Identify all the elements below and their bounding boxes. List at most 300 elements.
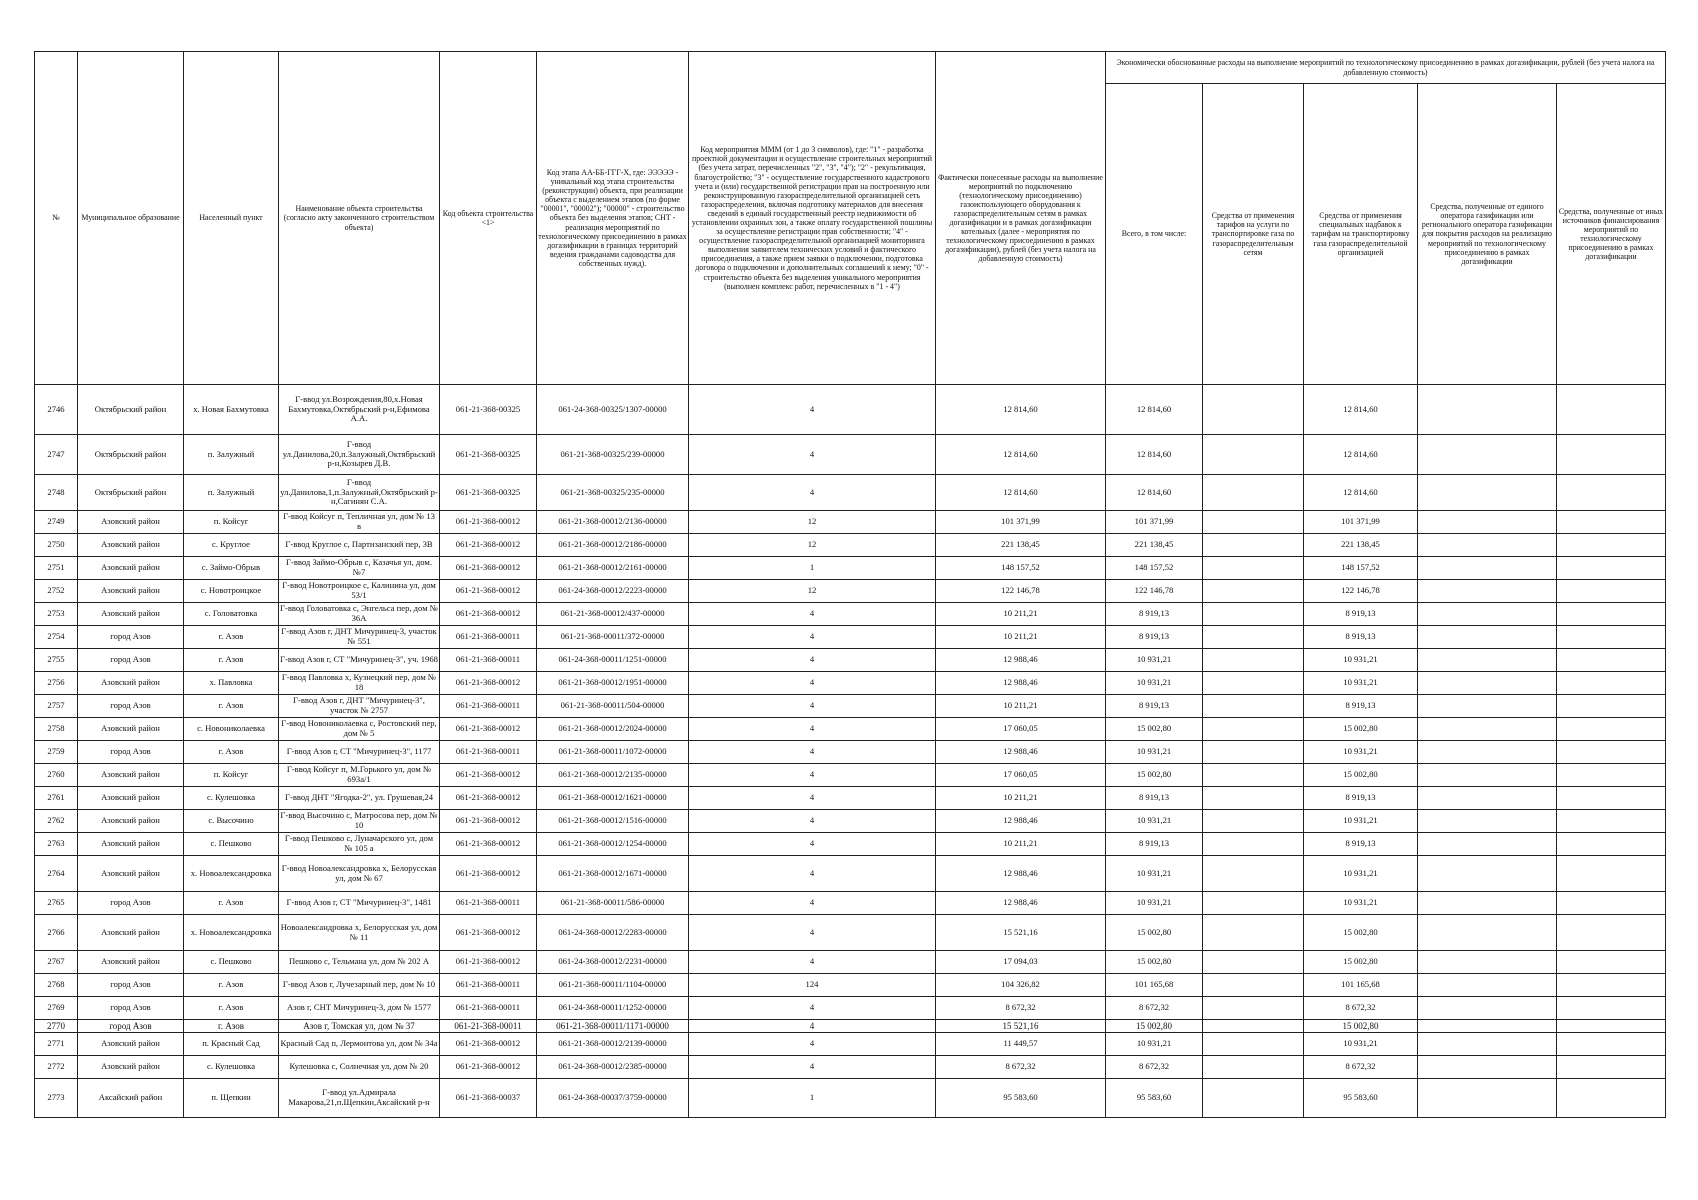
cell-single-operator <box>1418 1079 1557 1118</box>
cell-stage-code: 061-21-368-00012/437-00000 <box>537 603 689 626</box>
cell-object-name: Г-ввод Азов г, СТ "Мичуринец-3", 1481 <box>279 892 440 915</box>
cell-special-markups: 15 002,80 <box>1304 764 1418 787</box>
cell-stage-code: 061-21-368-00012/1254-00000 <box>537 833 689 856</box>
cell-special-markups: 8 919,13 <box>1304 787 1418 810</box>
col-header-tariff-transport: Средства от применения тарифов на услуги по транспортировке газа по газораспределительным сетям <box>1203 84 1304 385</box>
cell-single-operator <box>1418 833 1557 856</box>
cell-special-markups: 221 138,45 <box>1304 534 1418 557</box>
cell-municipality: Азовский район <box>78 1033 184 1056</box>
table-row <box>35 1033 1666 1056</box>
cell-single-operator <box>1418 892 1557 915</box>
cell-municipality: город Азов <box>78 649 184 672</box>
cell-special-markups: 12 814,60 <box>1304 385 1418 435</box>
cell-stage-code: 061-21-368-00012/2136-00000 <box>537 511 689 534</box>
cell-event-code: 4 <box>689 672 936 695</box>
cell-tariff-transport <box>1203 385 1304 435</box>
cell-total: 101 165,68 <box>1106 974 1203 997</box>
cell-municipality: Октябрьский район <box>78 475 184 511</box>
cell-object-code: 061-21-368-00011 <box>440 626 537 649</box>
cell-num: 2763 <box>35 833 78 856</box>
cell-total: 8 672,32 <box>1106 1056 1203 1079</box>
cell-other-sources <box>1557 915 1666 951</box>
cell-other-sources <box>1557 833 1666 856</box>
cell-total: 8 672,32 <box>1106 997 1203 1020</box>
cell-municipality: город Азов <box>78 974 184 997</box>
cell-object-name: Г-ввод ул.Данилова,1,п.Залужный,Октябрьский р-н,Сагинян С.А. <box>279 475 440 511</box>
cell-event-code: 12 <box>689 580 936 603</box>
cell-tariff-transport <box>1203 435 1304 475</box>
cell-stage-code: 061-21-368-00011/1072-00000 <box>537 741 689 764</box>
cell-object-code: 061-21-368-00011 <box>440 892 537 915</box>
cell-special-markups: 101 371,99 <box>1304 511 1418 534</box>
cell-stage-code: 061-21-368-00011/504-00000 <box>537 695 689 718</box>
cell-stage-code: 061-21-368-00012/2135-00000 <box>537 764 689 787</box>
table-row <box>35 810 1666 833</box>
cell-municipality: Азовский район <box>78 915 184 951</box>
cell-municipality: город Азов <box>78 695 184 718</box>
cell-other-sources <box>1557 974 1666 997</box>
cell-special-markups: 8 919,13 <box>1304 833 1418 856</box>
cell-event-code: 4 <box>689 741 936 764</box>
cell-actual-costs: 17 060,05 <box>936 718 1106 741</box>
cell-settlement: г. Азов <box>184 997 279 1020</box>
cell-municipality: город Азов <box>78 997 184 1020</box>
cell-num: 2770 <box>35 1020 78 1033</box>
cell-tariff-transport <box>1203 534 1304 557</box>
cell-single-operator <box>1418 764 1557 787</box>
cell-special-markups: 10 931,21 <box>1304 1033 1418 1056</box>
cell-single-operator <box>1418 626 1557 649</box>
table-row <box>35 974 1666 997</box>
cell-special-markups: 10 931,21 <box>1304 856 1418 892</box>
table-row <box>35 603 1666 626</box>
cell-event-code: 4 <box>689 787 936 810</box>
cell-settlement: с. Головатовка <box>184 603 279 626</box>
cell-object-code: 061-21-368-00011 <box>440 1020 537 1033</box>
cell-num: 2765 <box>35 892 78 915</box>
cell-total: 8 919,13 <box>1106 787 1203 810</box>
cell-special-markups: 15 002,80 <box>1304 915 1418 951</box>
cell-event-code: 4 <box>689 603 936 626</box>
cell-single-operator <box>1418 580 1557 603</box>
table-row <box>35 1020 1666 1033</box>
cell-object-name: Г-ввод Павловка х, Кузнецкий пер, дом № 18 <box>279 672 440 695</box>
cell-stage-code: 061-21-368-00012/2186-00000 <box>537 534 689 557</box>
cell-stage-code: 061-21-368-00011/372-00000 <box>537 626 689 649</box>
cell-object-code: 061-21-368-00011 <box>440 997 537 1020</box>
cell-object-name: Новоалександровка х, Белорусская ул, дом № 11 <box>279 915 440 951</box>
cell-special-markups: 8 672,32 <box>1304 1056 1418 1079</box>
cell-object-name: Г-ввод Пешково с, Луначарского ул, дом № 105 а <box>279 833 440 856</box>
cell-settlement: х. Новоалександровка <box>184 856 279 892</box>
cell-single-operator <box>1418 974 1557 997</box>
cell-tariff-transport <box>1203 741 1304 764</box>
cell-num: 2764 <box>35 856 78 892</box>
cell-other-sources <box>1557 557 1666 580</box>
cell-actual-costs: 12 988,46 <box>936 810 1106 833</box>
cell-settlement: с. Кулешовка <box>184 1056 279 1079</box>
table-row <box>35 741 1666 764</box>
cell-other-sources <box>1557 511 1666 534</box>
cell-actual-costs: 101 371,99 <box>936 511 1106 534</box>
table-row <box>35 695 1666 718</box>
cell-municipality: город Азов <box>78 892 184 915</box>
cell-object-code: 061-21-368-00011 <box>440 649 537 672</box>
cell-object-code: 061-21-368-00012 <box>440 557 537 580</box>
cell-total: 15 002,80 <box>1106 718 1203 741</box>
cell-settlement: п. Залужный <box>184 435 279 475</box>
cell-num: 2758 <box>35 718 78 741</box>
cell-tariff-transport <box>1203 764 1304 787</box>
cell-actual-costs: 15 521,16 <box>936 1020 1106 1033</box>
cell-actual-costs: 12 988,46 <box>936 649 1106 672</box>
cell-num: 2755 <box>35 649 78 672</box>
col-header-single-operator: Средства, полученные от единого оператора газификации или регионального оператора газификации для покрытия расходов на реализацию мероприятий по технологическому присоединению в рамках догазификации <box>1418 84 1557 385</box>
cell-object-name: Г-ввод ул.Возрождения,80,х.Новая Бахмутовка,Октябрьский р-н,Ефимова А.А. <box>279 385 440 435</box>
cell-other-sources <box>1557 1020 1666 1033</box>
cell-num: 2768 <box>35 974 78 997</box>
cell-single-operator <box>1418 603 1557 626</box>
cell-actual-costs: 17 094,03 <box>936 951 1106 974</box>
cell-municipality: Азовский район <box>78 764 184 787</box>
cell-total: 15 002,80 <box>1106 1020 1203 1033</box>
cell-tariff-transport <box>1203 1020 1304 1033</box>
cell-object-name: Красный Сад п, Лермонтова ул, дом № 34а <box>279 1033 440 1056</box>
cell-event-code: 4 <box>689 718 936 741</box>
cell-tariff-transport <box>1203 672 1304 695</box>
cell-total: 148 157,52 <box>1106 557 1203 580</box>
table-row <box>35 580 1666 603</box>
cell-event-code: 4 <box>689 810 936 833</box>
col-header-group: Экономически обоснованные расходы на выполнение мероприятий по технологическому присоединению в рамках догазификации, рублей (без учета налога на добавленную стоимость) <box>1106 52 1666 84</box>
cell-actual-costs: 8 672,32 <box>936 997 1106 1020</box>
cell-stage-code: 061-24-368-00012/2223-00000 <box>537 580 689 603</box>
cell-municipality: Азовский район <box>78 718 184 741</box>
col-header-num: № <box>35 52 78 385</box>
cell-total: 12 814,60 <box>1106 385 1203 435</box>
cell-other-sources <box>1557 1033 1666 1056</box>
cell-settlement: с. Пешково <box>184 951 279 974</box>
cell-municipality: Азовский район <box>78 580 184 603</box>
cell-stage-code: 061-24-368-00012/2283-00000 <box>537 915 689 951</box>
cell-tariff-transport <box>1203 915 1304 951</box>
cell-event-code: 4 <box>689 695 936 718</box>
cell-event-code: 4 <box>689 435 936 475</box>
cell-object-name: Кулешовка с, Солнечная ул, дом № 20 <box>279 1056 440 1079</box>
cell-special-markups: 8 919,13 <box>1304 603 1418 626</box>
cell-other-sources <box>1557 951 1666 974</box>
cell-total: 10 931,21 <box>1106 1033 1203 1056</box>
cell-actual-costs: 15 521,16 <box>936 915 1106 951</box>
cell-event-code: 4 <box>689 915 936 951</box>
cell-tariff-transport <box>1203 1056 1304 1079</box>
cell-other-sources <box>1557 856 1666 892</box>
cell-settlement: п. Койсуг <box>184 511 279 534</box>
cell-object-code: 061-21-368-00325 <box>440 475 537 511</box>
cell-actual-costs: 104 326,82 <box>936 974 1106 997</box>
cell-special-markups: 8 919,13 <box>1304 695 1418 718</box>
cell-special-markups: 15 002,80 <box>1304 718 1418 741</box>
cell-total: 15 002,80 <box>1106 915 1203 951</box>
cell-event-code: 4 <box>689 475 936 511</box>
table-row <box>35 997 1666 1020</box>
cell-tariff-transport <box>1203 580 1304 603</box>
cell-event-code: 4 <box>689 1056 936 1079</box>
cell-actual-costs: 10 211,21 <box>936 695 1106 718</box>
cell-stage-code: 061-21-368-00012/1516-00000 <box>537 810 689 833</box>
cell-stage-code: 061-24-368-00012/2385-00000 <box>537 1056 689 1079</box>
cell-tariff-transport <box>1203 475 1304 511</box>
cell-num: 2751 <box>35 557 78 580</box>
cell-event-code: 4 <box>689 833 936 856</box>
cell-object-code: 061-21-368-00012 <box>440 764 537 787</box>
cell-actual-costs: 221 138,45 <box>936 534 1106 557</box>
cell-num: 2754 <box>35 626 78 649</box>
cell-municipality: Азовский район <box>78 1056 184 1079</box>
cell-stage-code: 061-21-368-00012/1621-00000 <box>537 787 689 810</box>
cell-num: 2746 <box>35 385 78 435</box>
cell-event-code: 12 <box>689 511 936 534</box>
cell-other-sources <box>1557 603 1666 626</box>
cell-actual-costs: 12 814,60 <box>936 385 1106 435</box>
cell-municipality: Азовский район <box>78 557 184 580</box>
cell-object-code: 061-21-368-00325 <box>440 385 537 435</box>
cell-settlement: х. Павловка <box>184 672 279 695</box>
cell-tariff-transport <box>1203 718 1304 741</box>
cell-single-operator <box>1418 718 1557 741</box>
cell-municipality: Азовский район <box>78 810 184 833</box>
cell-total: 8 919,13 <box>1106 833 1203 856</box>
cell-actual-costs: 12 988,46 <box>936 741 1106 764</box>
cell-stage-code: 061-21-368-00012/1671-00000 <box>537 856 689 892</box>
cell-settlement: с. Займо-Обрыв <box>184 557 279 580</box>
cell-object-name: Г-ввод Новониколаевка с, Ростовский пер, дом № 5 <box>279 718 440 741</box>
cell-num: 2748 <box>35 475 78 511</box>
cell-other-sources <box>1557 764 1666 787</box>
cell-municipality: Азовский район <box>78 787 184 810</box>
cell-actual-costs: 10 211,21 <box>936 626 1106 649</box>
cell-num: 2749 <box>35 511 78 534</box>
cell-municipality: Азовский район <box>78 951 184 974</box>
costs-table <box>34 51 1666 1118</box>
cell-object-code: 061-21-368-00011 <box>440 741 537 764</box>
cell-object-name: Г-ввод Высочино с, Матросова пер, дом № 10 <box>279 810 440 833</box>
cell-object-name: Г-ввод Койсуг п, Тепличная ул, дом № 13 в <box>279 511 440 534</box>
cell-object-code: 061-21-368-00012 <box>440 915 537 951</box>
cell-event-code: 1 <box>689 1079 936 1118</box>
cell-object-code: 061-21-368-00012 <box>440 718 537 741</box>
cell-object-code: 061-21-368-00011 <box>440 974 537 997</box>
cell-object-code: 061-21-368-00012 <box>440 856 537 892</box>
table-row <box>35 856 1666 892</box>
cell-stage-code: 061-21-368-00011/1171-00000 <box>537 1020 689 1033</box>
cell-event-code: 4 <box>689 997 936 1020</box>
cell-settlement: с. Пешково <box>184 833 279 856</box>
cell-stage-code: 061-24-368-00325/1307-00000 <box>537 385 689 435</box>
cell-settlement: х. Новая Бахмутовка <box>184 385 279 435</box>
cell-total: 221 138,45 <box>1106 534 1203 557</box>
cell-object-name: Г-ввод Круглое с, Партизанский пер, 3В <box>279 534 440 557</box>
table-row <box>35 475 1666 511</box>
cell-single-operator <box>1418 557 1557 580</box>
cell-actual-costs: 10 211,21 <box>936 787 1106 810</box>
cell-stage-code: 061-24-368-00011/1252-00000 <box>537 997 689 1020</box>
cell-municipality: город Азов <box>78 1020 184 1033</box>
cell-total: 10 931,21 <box>1106 649 1203 672</box>
cell-other-sources <box>1557 534 1666 557</box>
cell-object-code: 061-21-368-00012 <box>440 672 537 695</box>
table-row <box>35 892 1666 915</box>
table-row <box>35 649 1666 672</box>
col-header-event-code: Код мероприятия МММ (от 1 до 3 символов), где: "1" - разработка проектной документации и осуществление строительных мероприятий (без учета затрат, перечисленных "2", "3", "4"); "2" - рекультивация, благоустройство; "3" - осуществление государственного кадастрового учета и (или) государственной регистрации прав на построенную или реконструированную газораспределительной организацией сеть газораспределения, включая подготовку материалов для внесения сведений в единый государственный реестр недвижимости об установлении охранных зон, а также оплату государственной пошлины за осуществление регистрации прав собственности; "4" - осуществление газораспределительной организацией мониторинга выполнения заявителем технических условий и фактического присоединения, а также прием заявки о подключении, подготовка договора о подключении и дополнительных соглашений к нему; "0" - строительство объекта без выделения уникального мероприятия (выполнен комплекс работ, перечисленных в "1 - 4") <box>689 52 936 385</box>
col-header-total: Всего, в том числе: <box>1106 84 1203 385</box>
cell-total: 10 931,21 <box>1106 672 1203 695</box>
cell-object-name: Г-ввод ДНТ "Ягодка-2", ул. Грушевая,24 <box>279 787 440 810</box>
cell-total: 12 814,60 <box>1106 435 1203 475</box>
table-row <box>35 1056 1666 1079</box>
table-row <box>35 672 1666 695</box>
cell-special-markups: 12 814,60 <box>1304 475 1418 511</box>
cell-other-sources <box>1557 1056 1666 1079</box>
cell-other-sources <box>1557 385 1666 435</box>
cell-object-name: Г-ввод Займо-Обрыв с, Казачья ул, дом. №7 <box>279 557 440 580</box>
cell-single-operator <box>1418 1033 1557 1056</box>
cell-special-markups: 15 002,80 <box>1304 1020 1418 1033</box>
cell-settlement: г. Азов <box>184 974 279 997</box>
cell-event-code: 4 <box>689 1020 936 1033</box>
cell-total: 10 931,21 <box>1106 856 1203 892</box>
cell-municipality: город Азов <box>78 741 184 764</box>
cell-total: 12 814,60 <box>1106 475 1203 511</box>
table-row <box>35 534 1666 557</box>
cell-municipality: Октябрьский район <box>78 435 184 475</box>
cell-event-code: 1 <box>689 557 936 580</box>
cell-num: 2766 <box>35 915 78 951</box>
cell-settlement: п. Щепкин <box>184 1079 279 1118</box>
cell-event-code: 4 <box>689 764 936 787</box>
cell-municipality: Азовский район <box>78 603 184 626</box>
cell-num: 2760 <box>35 764 78 787</box>
cell-object-name: Г-ввод ул.Адмирала Макарова,21,п.Щепкин,Аксайский р-н <box>279 1079 440 1118</box>
cell-single-operator <box>1418 951 1557 974</box>
col-header-object-code: Код объекта строительства <1> <box>440 52 537 385</box>
cell-num: 2759 <box>35 741 78 764</box>
cell-municipality: Азовский район <box>78 534 184 557</box>
table-header <box>35 52 1666 385</box>
cell-municipality: Азовский район <box>78 511 184 534</box>
cell-settlement: г. Азов <box>184 695 279 718</box>
cell-special-markups: 148 157,52 <box>1304 557 1418 580</box>
cell-settlement: п. Залужный <box>184 475 279 511</box>
cell-actual-costs: 122 146,78 <box>936 580 1106 603</box>
cell-event-code: 4 <box>689 385 936 435</box>
cell-total: 8 919,13 <box>1106 603 1203 626</box>
cell-municipality: Азовский район <box>78 672 184 695</box>
cell-special-markups: 12 814,60 <box>1304 435 1418 475</box>
cell-object-name: Г-ввод ул.Данилова,20,п.Залужный,Октябрьский р-н,Козырев Д.В. <box>279 435 440 475</box>
cell-object-code: 061-21-368-00012 <box>440 511 537 534</box>
cell-special-markups: 8 919,13 <box>1304 626 1418 649</box>
table-row <box>35 718 1666 741</box>
cell-other-sources <box>1557 649 1666 672</box>
cell-other-sources <box>1557 1079 1666 1118</box>
col-header-municipality: Муниципальное образование <box>78 52 184 385</box>
cell-actual-costs: 148 157,52 <box>936 557 1106 580</box>
cell-stage-code: 061-21-368-00325/235-00000 <box>537 475 689 511</box>
cell-other-sources <box>1557 626 1666 649</box>
cell-num: 2772 <box>35 1056 78 1079</box>
cell-event-code: 12 <box>689 534 936 557</box>
cell-actual-costs: 17 060,05 <box>936 764 1106 787</box>
cell-object-name: Пешково с, Тельмана ул, дом № 202 А <box>279 951 440 974</box>
cell-object-code: 061-21-368-00012 <box>440 603 537 626</box>
cell-actual-costs: 10 211,21 <box>936 833 1106 856</box>
cell-special-markups: 10 931,21 <box>1304 672 1418 695</box>
cell-tariff-transport <box>1203 511 1304 534</box>
cell-single-operator <box>1418 741 1557 764</box>
cell-settlement: с. Круглое <box>184 534 279 557</box>
cell-other-sources <box>1557 810 1666 833</box>
table-row <box>35 1079 1666 1118</box>
cell-settlement: п. Койсуг <box>184 764 279 787</box>
col-header-actual-costs: Фактически понесенные расходы на выполнение мероприятий по подключению (технологическому присоединению) газоиспользующего оборудования к газораспределительным сетям в рамках догазификации и в рамках догазификации котельных (далее - мероприятия по технологическому присоединению в рамках догазификации), рублей (без учета налога на добавленную стоимость) <box>936 52 1106 385</box>
cell-special-markups: 15 002,80 <box>1304 951 1418 974</box>
cell-municipality: Октябрьский район <box>78 385 184 435</box>
table-row <box>35 764 1666 787</box>
cell-settlement: х. Новоалександровка <box>184 915 279 951</box>
cell-special-markups: 8 672,32 <box>1304 997 1418 1020</box>
cell-settlement: г. Азов <box>184 1020 279 1033</box>
cell-special-markups: 10 931,21 <box>1304 649 1418 672</box>
cell-event-code: 4 <box>689 626 936 649</box>
table-row <box>35 626 1666 649</box>
cell-object-name: Г-ввод Азов г, ДНТ Мичуринец-3, участок № 551 <box>279 626 440 649</box>
cell-event-code: 4 <box>689 1033 936 1056</box>
cell-tariff-transport <box>1203 951 1304 974</box>
cell-object-code: 061-21-368-00012 <box>440 580 537 603</box>
table-row <box>35 385 1666 435</box>
cell-single-operator <box>1418 1056 1557 1079</box>
cell-other-sources <box>1557 892 1666 915</box>
cell-event-code: 4 <box>689 649 936 672</box>
cell-object-name: Г-ввод Койсуг п, М.Горького ул, дом № 693а/1 <box>279 764 440 787</box>
table-row <box>35 915 1666 951</box>
cell-other-sources <box>1557 435 1666 475</box>
cell-municipality: город Азов <box>78 626 184 649</box>
cell-total: 10 931,21 <box>1106 810 1203 833</box>
table-row <box>35 511 1666 534</box>
cell-tariff-transport <box>1203 695 1304 718</box>
cell-tariff-transport <box>1203 626 1304 649</box>
cell-object-code: 061-21-368-00012 <box>440 810 537 833</box>
cell-municipality: Азовский район <box>78 856 184 892</box>
cell-actual-costs: 12 814,60 <box>936 475 1106 511</box>
cell-single-operator <box>1418 1020 1557 1033</box>
cell-other-sources <box>1557 475 1666 511</box>
cell-single-operator <box>1418 997 1557 1020</box>
cell-other-sources <box>1557 695 1666 718</box>
table-body <box>35 385 1666 1118</box>
cell-tariff-transport <box>1203 856 1304 892</box>
cell-object-code: 061-21-368-00012 <box>440 833 537 856</box>
cell-total: 15 002,80 <box>1106 764 1203 787</box>
cell-actual-costs: 11 449,57 <box>936 1033 1106 1056</box>
cell-tariff-transport <box>1203 557 1304 580</box>
cell-other-sources <box>1557 580 1666 603</box>
cell-object-name: Азов г, Томская ул, дом № 37 <box>279 1020 440 1033</box>
cell-object-code: 061-21-368-00012 <box>440 1033 537 1056</box>
cell-other-sources <box>1557 672 1666 695</box>
